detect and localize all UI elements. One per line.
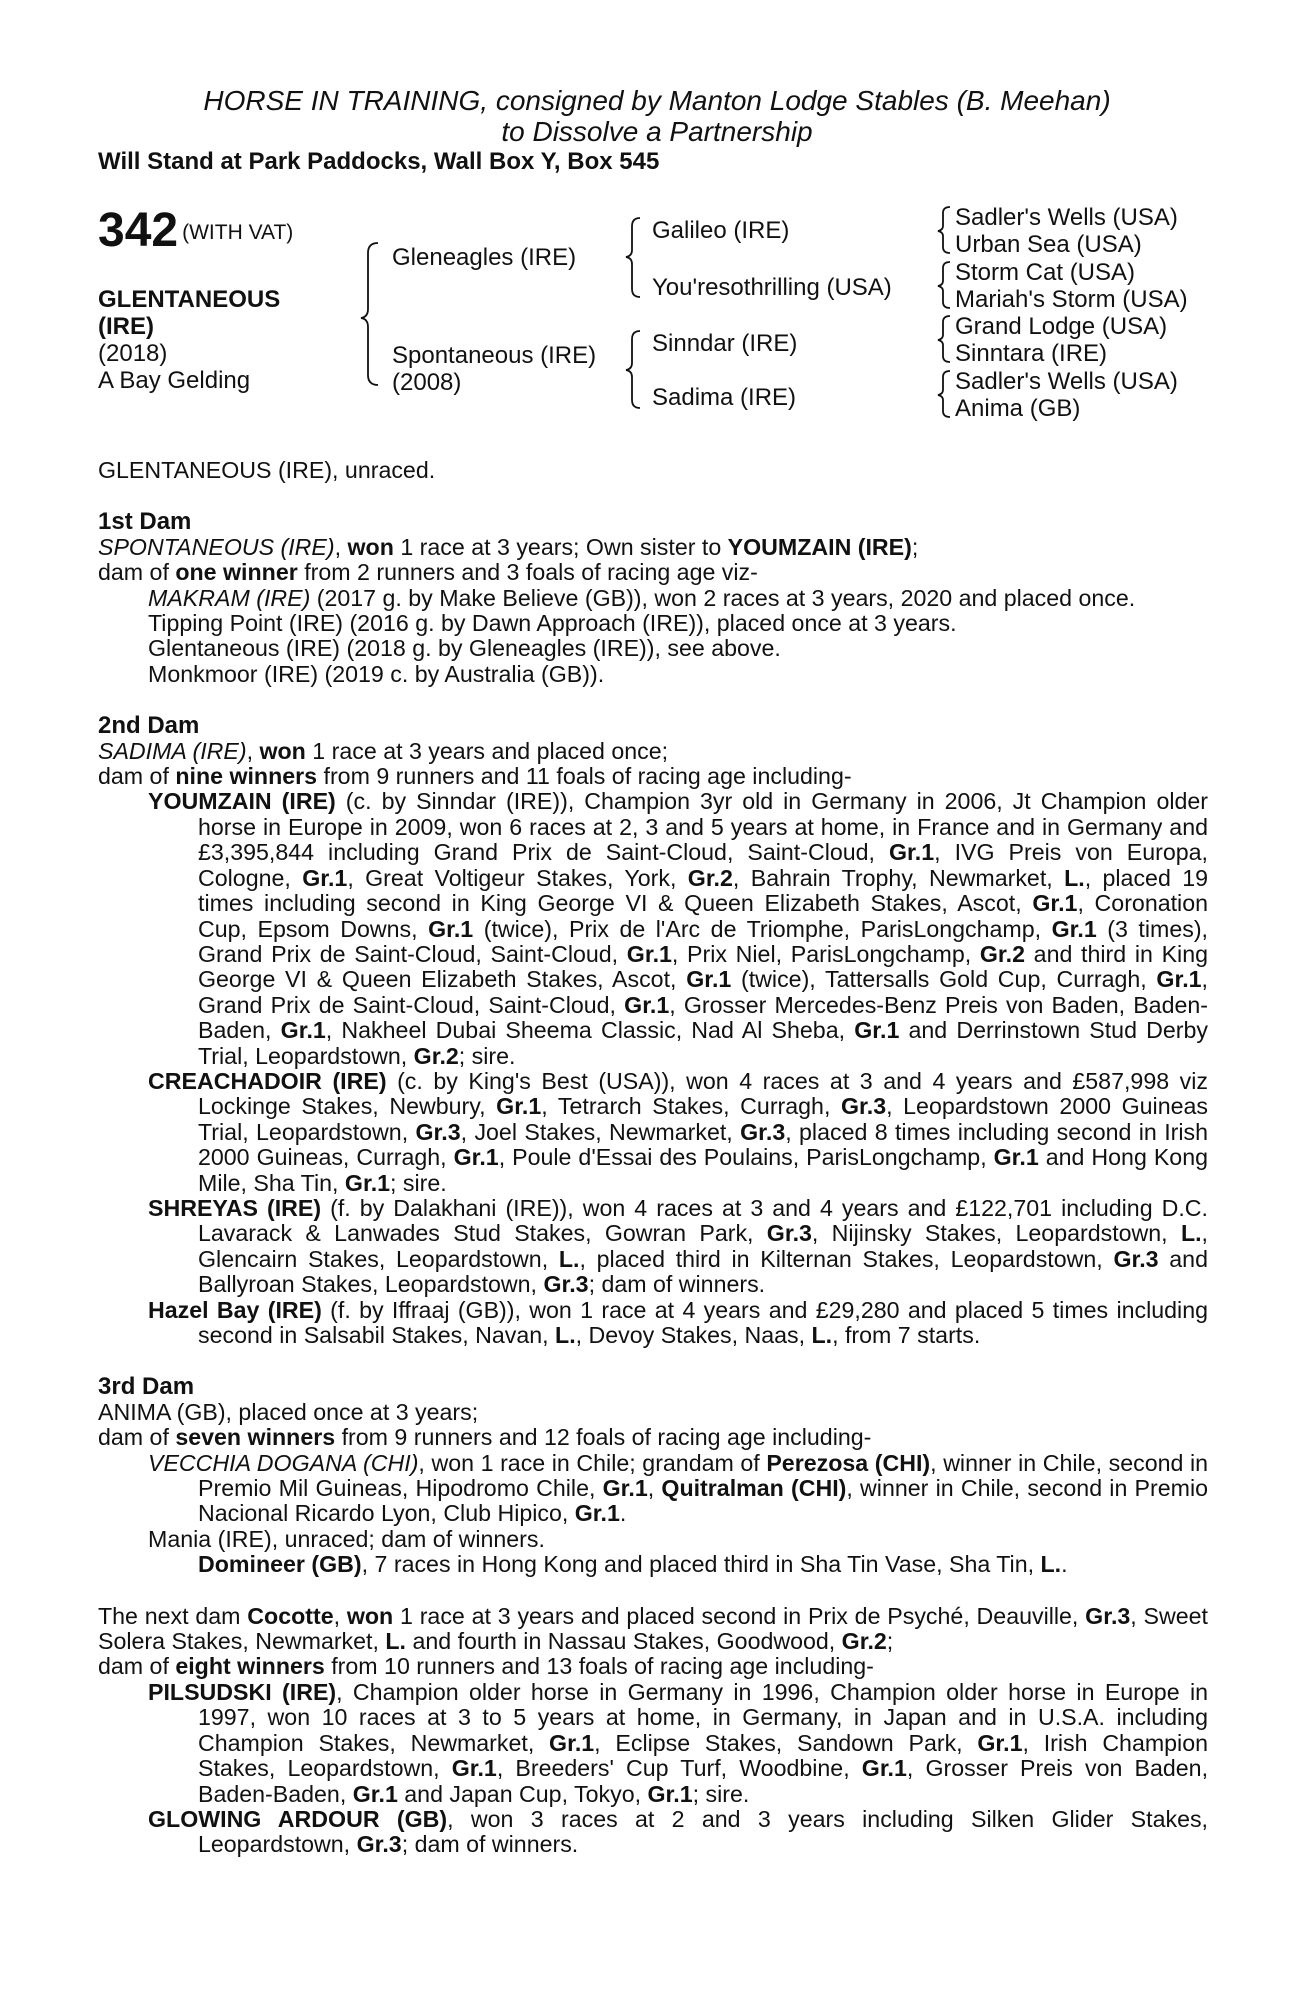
dam: Spontaneous (IRE) [392,342,597,369]
offspring-entry: Mania (IRE), unraced; dam of winners. [148,1525,545,1552]
second-dam-heading: 2nd Dam [98,712,200,740]
great-grandparent-3: Storm Cat (USA) [955,259,1136,286]
great-grandparent-5: Grand Lodge (USA) [955,313,1168,340]
offspring-entry: PILSUDSKI (IRE), Champion older horse in Germany in 1996, Champion older horse in Europe in 1997, won 10 races at 3 to 5 years at home, in Germany, in Japan and in U.S.A. including Champion Stakes, Newmarket, Gr.1, Eclipse Stakes, Sandown Park, Gr.1, Irish Champion Stakes, Leopardstown, Gr.1, Breeders' Cup Turf, Woodbine, Gr.1, Grosser Preis von Baden, Baden-Baden, Gr.1 and Japan Cup, Tokyo, Gr.1; sire. [148,1678,1209,1807]
intro-line: GLENTANEOUS (IRE), unraced. [98,457,436,483]
second-dam-summary: SADIMA (IRE), won 1 race at 3 years and placed once; [98,737,669,764]
offspring-entry: MAKRAM (IRE) (2017 g. by Make Believe (GB)), won 2 races at 3 years, 2020 and placed once. [148,584,1136,611]
third-dam-produce: dam of seven winners from 9 runners and 12 foals of racing age including- [98,1424,872,1451]
lot-number-value: 342 [98,204,179,257]
offspring-entry: GLOWING ARDOUR (GB), won 3 races at 2 and 3 years including Silken Glider Stakes, Leopardstown, Gr.3; dam of winners. [148,1805,1208,1858]
horse-year: (2018) [98,340,168,367]
partnership-line: to Dissolve a Partnership [501,116,813,147]
next-dam-summary: The next dam Cocotte, won 1 race at 3 years and placed second in Prix de Psyché, Deauville, Gr.3, Sweet Solera Stakes, Newmarket, L. and fourth in Nassau Stakes, Goodwood, Gr.2; [98,1602,1208,1655]
offspring-entry: Tipping Point (IRE) (2016 g. by Dawn Approach (IRE)), placed once at 3 years. [148,610,957,637]
great-grandparent-2: Urban Sea (USA) [955,231,1142,258]
dam-year: (2008) [392,369,462,396]
dam-dam: Sadima (IRE) [652,384,797,411]
offspring-entry: YOUMZAIN (IRE) (c. by Sinndar (IRE)), Champion 3yr old in Germany in 2006, Jt Champion older horse in Europe in 2009, won 6 races at 2, 3 and 5 years at home, in France and in Germany and £3,395,844 including Grand Prix de Saint-Cloud, Saint-Cloud, Gr.1, IVG Preis von Europa, Cologne, Gr.1, Great Voltigeur Stakes, York, Gr.2, Bahrain Trophy, Newmarket, L., placed 19 times including second in King George VI & Queen Elizabeth Stakes, Ascot, Gr.1, Coronation Cup, Epsom Downs, Gr.1 (twice), Prix de l'Arc de Triomphe, ParisLongchamp, Gr.1 (3 times), Grand Prix de Saint-Cloud, Saint-Cloud, Gr.1, Prix Niel, ParisLongchamp, Gr.2 and third in King George VI & Queen Elizabeth Stakes, Ascot, Gr.1 (twice), Tattersalls Gold Cup, Curragh, Gr.1, Grand Prix de Saint-Cloud, Saint-Cloud, Gr.1, Grosser Mercedes-Benz Preis von Baden, Baden-Baden, Gr.1, Nakheel Dubai Sheema Classic, Nad Al Sheba, Gr.1 and Derrinstown Stud Derby Trial, Leopardstown, Gr.2; sire. [148,788,1209,1069]
horse-description: A Bay Gelding [98,367,251,394]
offspring-entry: VECCHIA DOGANA (CHI), won 1 race in Chile; grandam of Perezosa (CHI), winner in Chile, second in Premio Mil Guineas, Hipodromo Chile, Gr.1, Quitralman (CHI), winner in Chile, second in Premio Nacional Ricardo Lyon, Club Hipico, Gr.1. [148,1449,1209,1527]
third-dam-heading: 3rd Dam [98,1373,195,1401]
next-dam-produce: dam of eight winners from 10 runners and 13 foals of racing age including- [98,1653,874,1680]
second-dam-produce: dam of nine winners from 9 runners and 11 foals of racing age including- [98,763,852,790]
sire-sire: Galileo (IRE) [652,217,790,244]
first-dam-summary: SPONTANEOUS (IRE), won 1 race at 3 years; Own sister to YOUMZAIN (IRE); [98,533,919,560]
horse-name: GLENTANEOUS [98,286,281,313]
dam-sire: Sinndar (IRE) [652,330,798,357]
sire: Gleneagles (IRE) [392,244,577,271]
offspring-entry: CREACHADOIR (IRE) (c. by King's Best (USA)), won 4 races at 3 and 4 years and £587,998 viz Lockinge Stakes, Newbury, Gr.1, Tetrarch Stakes, Curragh, Gr.3, Leopardstown 2000 Guineas Trial, Leopardstown, Gr.3, Joel Stakes, Newmarket, Gr.3, placed 8 times including second in Irish 2000 Guineas, Curragh, Gr.1, Poule d'Essai des Poulains, ParisLongchamp, Gr.1 and Hong Kong Mile, Sha Tin, Gr.1; sire. [148,1067,1208,1196]
offspring-entry: Hazel Bay (IRE) (f. by Iffraaj (GB)), won 1 race at 4 years and £29,280 and placed 5 times including second in Salsabil Stakes, Navan, L., Devoy Stakes, Naas, L., from 7 starts. [148,1296,1208,1348]
first-dam-produce: dam of one winner from 2 runners and 3 foals of racing age viz- [98,559,758,586]
third-dam-summary: ANIMA (GB), placed once at 3 years; [98,1398,479,1425]
offspring-entry: SHREYAS (IRE) (f. by Dalakhani (IRE)), won 4 races at 3 and 4 years and £122,701 including D.C. Lavarack & Lanwades Stud Stakes, Gowran Park, Gr.3, Nijinsky Stakes, Leopardstown, L., Glencairn Stakes, Leopardstown, L., placed third in Kilternan Stakes, Leopardstown, Gr.3 and Ballyroan Stakes, Leopardstown, Gr.3; dam of winners. [148,1194,1208,1298]
sire-dam: You'resothrilling (USA) [652,274,892,301]
great-grandparent-8: Anima (GB) [955,395,1081,422]
produce-record [98,458,1208,1858]
vat-note: (WITH VAT) [182,221,294,245]
great-grandparent-4: Mariah's Storm (USA) [955,286,1188,313]
grand-offspring-entry: Domineer (GB), 7 races in Hong Kong and placed third in Sha Tin Vase, Sha Tin, L.. [198,1551,1068,1578]
great-grandparent-1: Sadler's Wells (USA) [955,204,1178,231]
first-dam-heading: 1st Dam [98,508,192,536]
stable-location: Will Stand at Park Paddocks, Wall Box Y, Box 545 [98,148,660,175]
consignor-line: HORSE IN TRAINING, consigned by Manton Lodge Stables (B. Meehan) [203,85,1111,116]
horse-country: (IRE) [98,313,154,340]
offspring-entry: Monkmoor (IRE) (2019 c. by Australia (GB)). [148,660,605,687]
great-grandparent-6: Sinntara (IRE) [955,340,1108,367]
offspring-entry: Glentaneous (IRE) (2018 g. by Gleneagles (IRE)), see above. [148,635,781,662]
great-grandparent-7: Sadler's Wells (USA) [955,368,1178,395]
